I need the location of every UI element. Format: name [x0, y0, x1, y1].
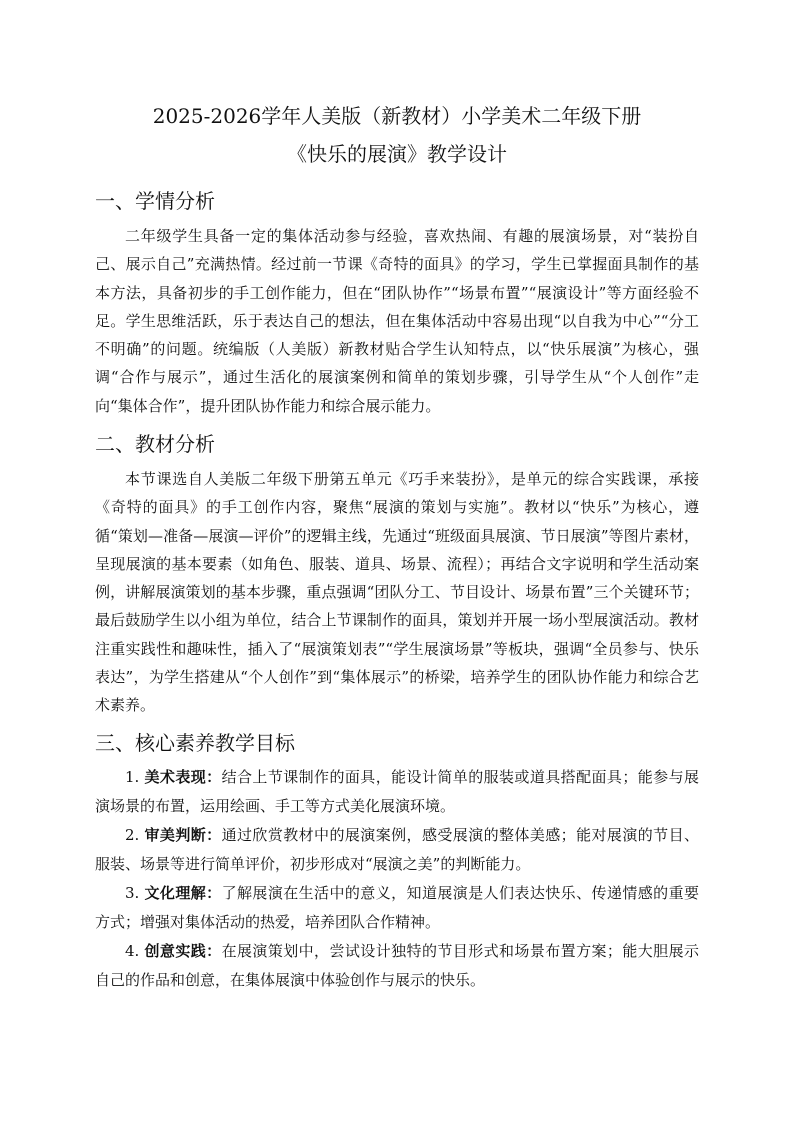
goal-label: 美术表现：: [144, 768, 222, 786]
section-paragraph-learner-analysis: 二年级学生具备一定的集体活动参与经验，喜欢热闹、有趣的展演场景，对“装扮自己、展示自己”充满热情。经过前一节课《奇特的面具》的学习，学生已掌握面具制作的基本方法，具备初步的手工创作能力，但在“团队协作”“场景布置”“展演设计”等方面经验不足。学生思维活跃，乐于表达自己的想法，但在集体活动中容易出现“以自我为中心”“分工不明确”的问题。统编版（人美版）新教材贴合学生认知特点，以“快乐展演”为核心，强调“合作与展示”，通过生活化的展演案例和简单的策划步骤，引导学生从“个人创作”走向“集体合作”，提升团队协作能力和综合展示能力。: [95, 227, 699, 415]
document-subtitle: 《快乐的展演》教学设计: [287, 142, 507, 166]
section-paragraph-textbook-analysis: 本节课选自人美版二年级下册第五单元《巧手来装扮》，是单元的综合实践课，承接《奇特的面具》的手工创作内容，聚焦“展演的策划与实施”。教材以“快乐”为核心，遵循“策划—准备—展演—评价”的逻辑主线，先通过“班级面具展演、节日展演”等图片素材，呈现展演的基本要素（如角色、服装、道具、场景、流程）；再结合文字说明和学生活动案例，讲解展演策划的基本步骤，重点强调“团队分工、节目设计、场景布置”三个关键环节；最后鼓励学生以小组为单位，结合上节课制作的面具，策划并开展一场小型展演活动。教材注重实践性和趣味性，插入了“展演策划表”“学生展演场景”等板块，强调“全员参与、快乐表达”，为学生搭建从“个人创作”到“集体展示”的桥梁，培养学生的团队协作能力和综合艺术素养。: [95, 470, 699, 715]
goal-number: 1.: [125, 768, 140, 786]
section-heading-teaching-goals: 三、核心素养教学目标: [95, 731, 295, 755]
goal-item: [95, 763, 699, 821]
section-heading-learner-analysis: 一、学情分析: [95, 189, 215, 213]
goal-item: [95, 879, 699, 937]
goal-label: 文化理解：: [144, 884, 222, 902]
goal-item: [95, 937, 699, 995]
document-title: 2025-2026学年人美版（新教材）小学美术二年级下册: [152, 104, 642, 128]
goal-text: 通过欣赏教材中的展演案例，感受展演的整体美感；能对展演的节目、服装、场景等进行简单评价，初步形成对“展演之美”的判断能力。: [95, 826, 699, 873]
goal-number: 4.: [125, 942, 140, 960]
goal-text: 了解展演在生活中的意义，知道展演是人们表达快乐、传递情感的重要方式；增强对集体活动的热爱，培养团队合作精神。: [95, 884, 699, 931]
goal-text: 在展演策划中，尝试设计独特的节目形式和场景布置方案；能大胆展示自己的作品和创意，在集体展演中体验创作与展示的快乐。: [95, 942, 699, 989]
section-heading-textbook-analysis: 二、教材分析: [95, 432, 215, 456]
goal-label: 创意实践：: [144, 942, 222, 960]
goal-text: 结合上节课制作的面具，能设计简单的服装或道具搭配面具；能参与展演场景的布置，运用绘画、手工等方式美化展演环境。: [95, 768, 699, 815]
goal-label: 审美判断：: [144, 826, 222, 844]
goal-number: 3.: [125, 884, 140, 902]
goal-item: [95, 821, 699, 879]
goal-number: 2.: [125, 826, 140, 844]
